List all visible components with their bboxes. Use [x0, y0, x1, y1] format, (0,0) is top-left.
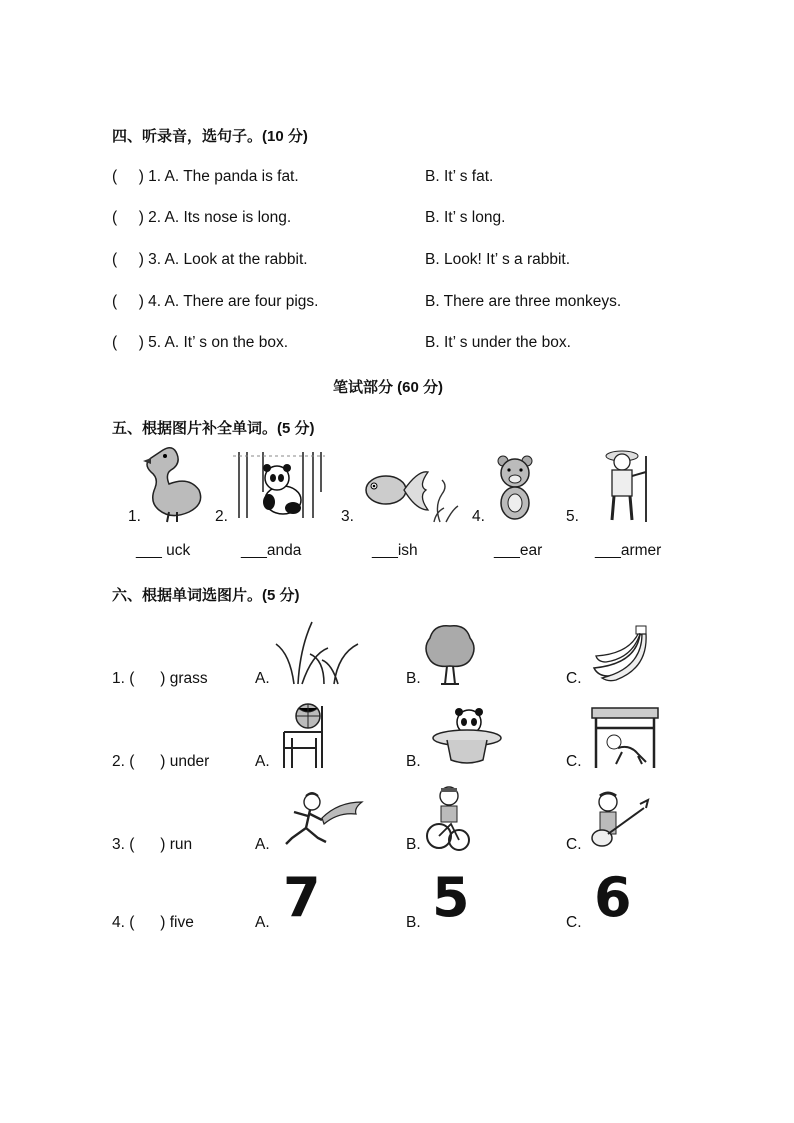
farmer-picture [600, 446, 660, 522]
boy-guitar-picture [588, 792, 650, 852]
picture-number-4: 4. [472, 508, 485, 525]
option-3-c-label: C. [566, 836, 582, 853]
picture-number-2: 2. [215, 508, 228, 525]
option-1-c-label: C. [566, 670, 582, 687]
section4-heading: 四、听录音，选句子。(10 分) [112, 128, 308, 145]
panda-picture [233, 452, 325, 518]
listen-item-5-a: ( ) 5. A. It’ s on the box. [112, 334, 289, 351]
blank-word-2: ___anda [241, 542, 302, 559]
option-2-a-label: A. [255, 753, 270, 770]
blank-word-4: ___ear [494, 542, 543, 559]
child-under-desk-picture [588, 702, 662, 768]
grass-picture [274, 618, 362, 684]
option-3-a-label: A. [255, 836, 270, 853]
listen-item-4-b: B. There are three monkeys. [425, 293, 622, 310]
option-1-b-label: B. [406, 670, 421, 687]
blank-word-3: ___ish [372, 542, 418, 559]
listen-item-3-b: B. Look! It’ s a rabbit. [425, 251, 571, 268]
option-2-c-label: C. [566, 753, 582, 770]
choose-item-2: 2. ( ) under [112, 753, 210, 770]
listen-item-1-b: B. It’ s fat. [425, 168, 494, 185]
picture-number-1: 1. [128, 508, 141, 525]
option-2-b-label: B. [406, 753, 421, 770]
bear-picture [495, 455, 535, 523]
blank-word-5: ___armer [595, 542, 662, 559]
goldfish-picture [360, 462, 460, 524]
written-part-title: 笔试部分 (60 分) [333, 379, 444, 396]
option-4-c-label: C. [566, 914, 582, 931]
choose-item-3: 3. ( ) run [112, 836, 193, 853]
boy-running-picture [276, 790, 364, 852]
boy-cycling-picture [425, 784, 477, 852]
blank-word-1: ___ uck [136, 542, 191, 559]
digit-five-picture: 5 [432, 866, 470, 929]
option-4-a-label: A. [255, 914, 270, 931]
listen-item-5-b: B. It’ s under the box. [425, 334, 571, 351]
panda-in-hat-picture [431, 706, 503, 764]
listen-item-4-a: ( ) 4. A. There are four pigs. [112, 293, 319, 310]
option-1-a-label: A. [255, 670, 270, 687]
option-4-b-label: B. [406, 914, 421, 931]
duck-picture [143, 444, 205, 524]
ball-on-chair-picture [278, 702, 330, 768]
tree-picture [425, 622, 475, 684]
choose-item-4: 4. ( ) five [112, 914, 194, 931]
option-3-b-label: B. [406, 836, 421, 853]
listen-item-3-a: ( ) 3. A. Look at the rabbit. [112, 251, 308, 268]
listen-item-1-a: ( ) 1. A. The panda is fat. [112, 168, 299, 185]
digit-seven-picture: 7 [283, 866, 321, 929]
digit-six-picture: 6 [594, 866, 632, 929]
choose-item-1: 1. ( ) grass [112, 670, 208, 687]
section6-heading: 六、根据单词选图片。(5 分) [112, 587, 300, 604]
listen-item-2-b: B. It’ s long. [425, 209, 506, 226]
section5-heading: 五、根据图片补全单词。(5 分) [112, 420, 315, 437]
bananas-picture [590, 624, 654, 682]
listen-item-2-a: ( ) 2. A. Its nose is long. [112, 209, 292, 226]
picture-number-5: 5. [566, 508, 579, 525]
picture-number-3: 3. [341, 508, 354, 525]
